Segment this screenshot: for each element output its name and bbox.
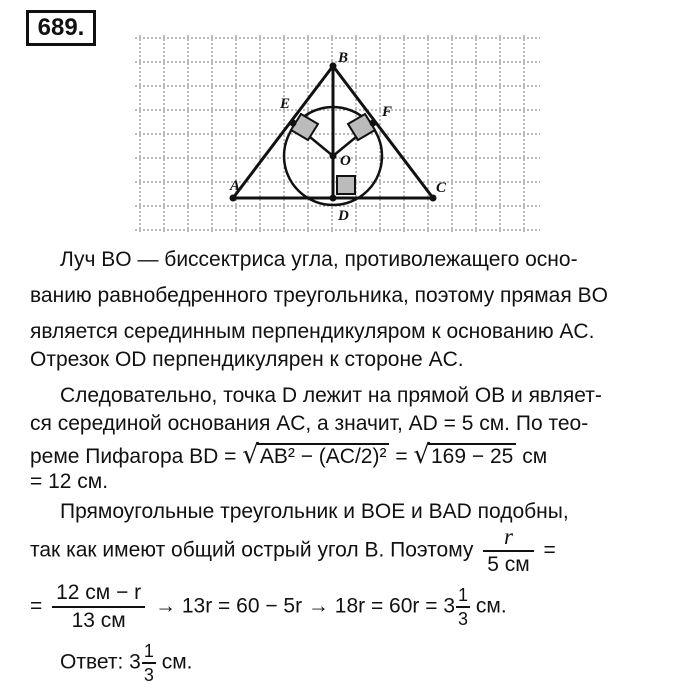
fraction-numerator: 12 см − r	[52, 580, 145, 608]
similarity-intro: так как имеют общий острый угол B. Поэтому	[30, 538, 474, 562]
paragraph-3-line-1: Прямоугольные треугольник и BOE и BAD подобны,	[60, 500, 569, 523]
radicand-2: 169 − 25	[428, 443, 516, 469]
sqrt-sign-2: √	[413, 440, 430, 470]
label-D: D	[338, 208, 349, 224]
sqrt-sign: √	[242, 440, 259, 470]
geometry-figure	[130, 30, 550, 235]
label-B: B	[338, 50, 349, 66]
equals-sign: =	[30, 594, 43, 618]
paragraph-1-line-1: Луч BO — биссектриса угла, противолежащего осно-	[60, 248, 578, 271]
label-F: F	[382, 104, 393, 120]
pythagoras-intro: реме Пифагора BD =	[30, 445, 237, 468]
label-A: A	[230, 178, 241, 194]
paragraph-2-line-2: ся серединой основания AC, а значит, AD = 5 см. По тео-	[30, 412, 589, 435]
solution-steps: → 13r = 60 − 5r → 18r = 60r = 3	[155, 594, 456, 618]
mixed-fraction-numerator: 1	[456, 584, 470, 608]
fraction-numerator: r	[483, 524, 533, 552]
paragraph-1-line-4: Отрезок OD перпендикулярен к стороне AC.	[30, 348, 464, 371]
answer-fraction-denominator: 3	[143, 665, 154, 685]
label-O: O	[340, 153, 351, 169]
unit-cm: см	[522, 445, 548, 468]
radicand-1: AB² − (AC/2)²	[257, 443, 390, 469]
mixed-fraction-denominator: 3	[458, 609, 469, 629]
equals-sign: =	[543, 538, 556, 562]
answer-unit: см.	[161, 650, 193, 674]
fraction-12-minus-r	[52, 580, 145, 634]
problem-number: 689.	[26, 10, 96, 46]
fraction-denominator: 5 см	[487, 553, 530, 576]
label-E: E	[280, 96, 291, 112]
paragraph-1-line-3: является серединным перпендикуляром к основанию AC.	[30, 320, 595, 343]
answer-line	[60, 640, 192, 686]
answer-fraction-numerator: 1	[142, 640, 156, 664]
paragraph-2-line-4: = 12 см.	[30, 470, 109, 493]
paragraph-2-line-3	[30, 440, 547, 470]
label-C: C	[436, 180, 447, 196]
fraction-denominator: 13 см	[71, 609, 126, 632]
mixed-fraction	[456, 584, 470, 630]
paragraph-3-line-2	[30, 524, 556, 578]
equals-sign: =	[395, 445, 408, 468]
unit-cm: см.	[475, 594, 507, 618]
paragraph-2-line-1: Следовательно, точка D лежит на прямой OB и являет-	[60, 384, 602, 407]
fraction-r-over-5	[483, 524, 533, 578]
answer-label: Ответ: 3	[60, 650, 141, 674]
paragraph-3-line-3	[30, 580, 507, 634]
answer-fraction	[142, 640, 156, 686]
paragraph-1-line-2: ванию равнобедренного треугольника, поэтому прямая BO	[30, 284, 608, 307]
